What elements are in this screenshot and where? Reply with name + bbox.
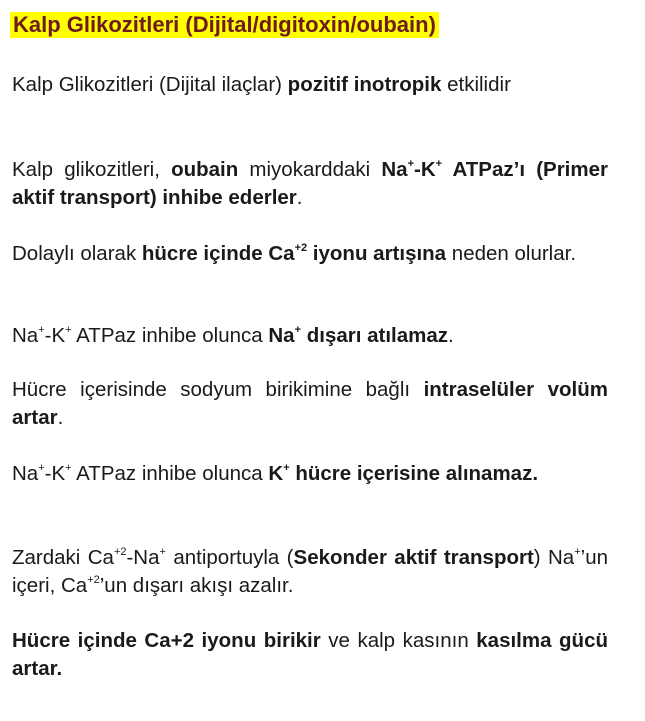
bold-text-run: pozitif inotropik [287,73,442,96]
superscript-run: +2 [113,546,127,559]
text-run: ve kalp kasının [320,629,477,652]
bold-text-run: oubain [171,158,239,181]
text-run: antiportuyla ( [165,546,294,569]
text-run: -Na [126,546,160,569]
bold-text-run: intraselüler volüm artar [12,378,608,429]
text-run: miyokarddaki [238,158,382,181]
text-run: etkilidir [441,73,511,96]
paragraph-positive-inotropic [12,71,608,99]
text-run: -K [44,324,66,347]
superscript-run: + [283,462,290,475]
text-run: ) Na [533,546,575,569]
text-run: . [57,406,64,429]
text-run: Zardaki Ca [12,546,114,569]
page-title [10,8,439,42]
bold-text-run: Hücre içinde Ca+2 iyonu birikir [12,629,321,652]
paragraph-calcium-increase [12,240,608,268]
title-highlight: Kalp Glikozitleri (Dijital/digitoxin/oubain) [10,12,439,38]
text-run: Hücre içerisinde sodyum birikimine bağlı [12,378,424,401]
paragraph-intracellular-volume [12,376,608,432]
text-run: Na [12,324,39,347]
bold-text-run: ATPaz’ı (Primer aktif transport) inhibe ederler [12,158,608,209]
text-run: Dolaylı olarak [12,242,142,265]
text-run: Kalp glikozitleri, [12,158,172,181]
bold-text-run: K [268,462,284,485]
bold-text-run: Na [268,324,295,347]
superscript-run: + [574,546,581,559]
superscript-run: + [294,324,302,337]
text-run: Na [12,462,39,485]
text-run: ’un içeri, Ca [12,546,608,597]
bold-text-run: hücre içerisine alınamaz. [289,462,539,485]
superscript-run: + [435,158,443,171]
bold-text-run: dışarı atılamaz [301,324,449,347]
bold-text-run: Na [381,158,408,181]
bold-text-run: Sekonder aktif transport [293,546,534,569]
text-run: . [448,324,454,347]
text-run: . [296,186,303,209]
superscript-run: + [38,462,45,475]
bold-text-run: kasılma gücü artar. [12,629,608,680]
superscript-run: + [407,158,415,171]
bold-text-run: hücre içinde Ca [141,242,295,265]
paragraph-antiport [12,544,608,600]
text-run: ’un dışarı akışı azalır. [99,574,294,597]
text-run: neden olurlar. [446,242,577,265]
bold-text-run: iyonu artışına [307,242,447,265]
superscript-run: +2 [87,574,100,587]
paragraph-contraction-force [12,627,608,683]
paragraph-sodium-not-expelled [12,322,608,350]
bold-text-run: -K [414,158,436,181]
superscript-run: + [159,546,166,559]
text-run: -K [44,462,66,485]
paragraph-oubain-inhibition [12,156,608,212]
superscript-run: +2 [294,242,308,255]
superscript-run: + [65,324,72,337]
text-run: ATPaz inhibe olunca [71,462,269,485]
text-run: Kalp Glikozitleri (Dijital ilaçlar) [12,73,288,96]
superscript-run: + [65,462,72,475]
text-run: ATPaz inhibe olunca [71,324,269,347]
superscript-run: + [38,324,45,337]
paragraph-potassium-not-taken [12,460,608,488]
